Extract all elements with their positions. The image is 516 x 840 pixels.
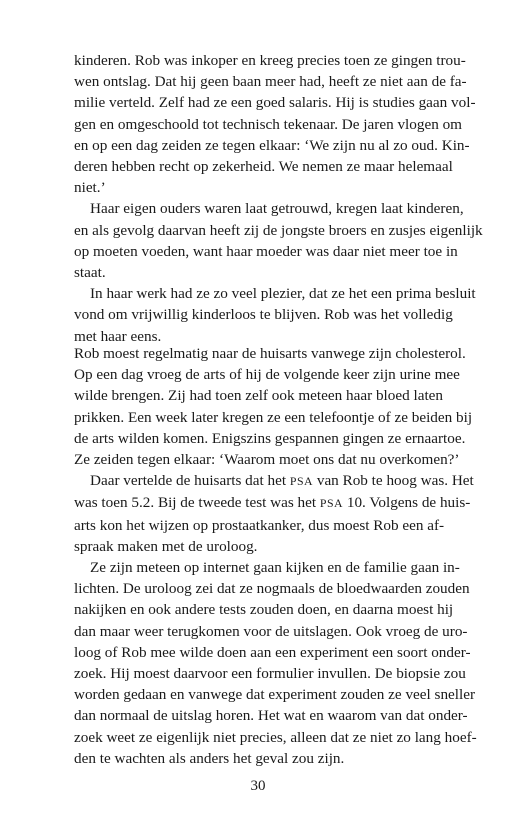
text-line: worden gedaan en vanwege dat experiment zouden ze veel sneller bbox=[74, 686, 476, 704]
text-line: dan normaal de uitslag horen. Het wat en waarom van dat onder- bbox=[74, 707, 468, 725]
text-line: Ze zeiden tegen elkaar: ‘Waarom moet ons dat nu overkomen?’ bbox=[74, 451, 460, 469]
text-line: Daar vertelde de huisarts dat het PSA van Rob te hoog was. Het bbox=[90, 472, 474, 490]
text-line: dan maar weer terugkomen voor de uitslagen. Ook vroeg de uro- bbox=[74, 622, 468, 640]
text-line: wilde brengen. Zij had toen zelf ook meteen haar bloed laten bbox=[74, 387, 443, 405]
text-line: milie verteld. Zelf had ze een goed salaris. Hij is studies gaan vol- bbox=[74, 94, 476, 112]
text-line: niet.’ bbox=[74, 179, 106, 197]
text-line: Op een dag vroeg de arts of hij de volgende keer zijn urine mee bbox=[74, 366, 460, 384]
text-line: de arts wilden komen. Enigszins gespannen gingen ze ernaartoe. bbox=[74, 429, 466, 447]
text-line: met haar eens. bbox=[74, 327, 162, 345]
text-line: loog of Rob mee wilde doen aan een experiment een soort onder- bbox=[74, 643, 471, 661]
text-line: zoek weet ze eigenlijk niet precies, alleen dat ze niet zo lang hoef- bbox=[74, 728, 477, 746]
text-line: en op een dag zeiden ze tegen elkaar: ‘We zijn nu al zo oud. Kin- bbox=[74, 136, 470, 154]
paragraph bbox=[74, 198, 483, 283]
text-section-1 bbox=[74, 50, 483, 347]
text-line: arts kon het wijzen op prostaatkanker, dus moest Rob een af- bbox=[74, 516, 445, 534]
psa-abbreviation: PSA bbox=[289, 474, 314, 489]
paragraph bbox=[74, 557, 477, 769]
text-line: zoek. Hij moest daarvoor een formulier invullen. De biopsie zou bbox=[74, 665, 466, 683]
text-line: wen ontslag. Dat hij geen baan meer had, heeft ze niet aan de fa- bbox=[74, 73, 467, 91]
text-line: op moeten voeden, want haar moeder was daar niet meer toe in bbox=[74, 242, 458, 260]
psa-abbreviation: PSA bbox=[319, 496, 344, 511]
text-line: Rob moest regelmatig naar de huisarts vanwege zijn cholesterol. bbox=[74, 345, 466, 362]
text-line: staat. bbox=[74, 264, 106, 282]
text-line: nakijken en ook andere tests zouden doen, en daarna moest hij bbox=[74, 601, 454, 619]
text-line: kinderen. Rob was inkoper en kreeg precies toen ze gingen trou- bbox=[74, 52, 466, 69]
text-line: In haar werk had ze zo veel plezier, dat ze het een prima besluit bbox=[90, 285, 476, 303]
text-line: spraak maken met de uroloog. bbox=[74, 537, 258, 555]
text-line: en als gevolg daarvan heeft zij de jongste broers en zusjes eigenlijk bbox=[74, 221, 483, 239]
text-line: Ze zijn meteen op internet gaan kijken en de familie gaan in- bbox=[90, 559, 460, 577]
paragraph bbox=[74, 283, 476, 347]
text-line: den te wachten als anders het geval zou zijn. bbox=[74, 749, 345, 767]
text-line: prikken. Een week later kregen ze een telefoontje of ze beiden bij bbox=[74, 408, 473, 426]
paragraph bbox=[74, 470, 474, 557]
text-line: Haar eigen ouders waren laat getrouwd, kregen laat kinderen, bbox=[90, 200, 464, 218]
text-line: vond om vrijwillig kinderloos te blijven. Rob was het volledig bbox=[74, 306, 453, 324]
text-line: was toen 5.2. Bij de tweede test was het PSA 10. Volgens de huis- bbox=[74, 494, 471, 512]
page-number: 30 bbox=[250, 778, 266, 794]
text-section-2 bbox=[74, 343, 477, 769]
text-line: lichten. De uroloog zei dat ze nogmaals de bloedwaarden zouden bbox=[74, 580, 470, 598]
paragraph bbox=[74, 50, 476, 198]
paragraph bbox=[74, 343, 473, 470]
text-line: gen en omgeschoold tot technisch tekenaar. De jaren vlogen om bbox=[74, 115, 462, 133]
text-line: deren hebben recht op zekerheid. We nemen ze maar helemaal bbox=[74, 158, 453, 176]
